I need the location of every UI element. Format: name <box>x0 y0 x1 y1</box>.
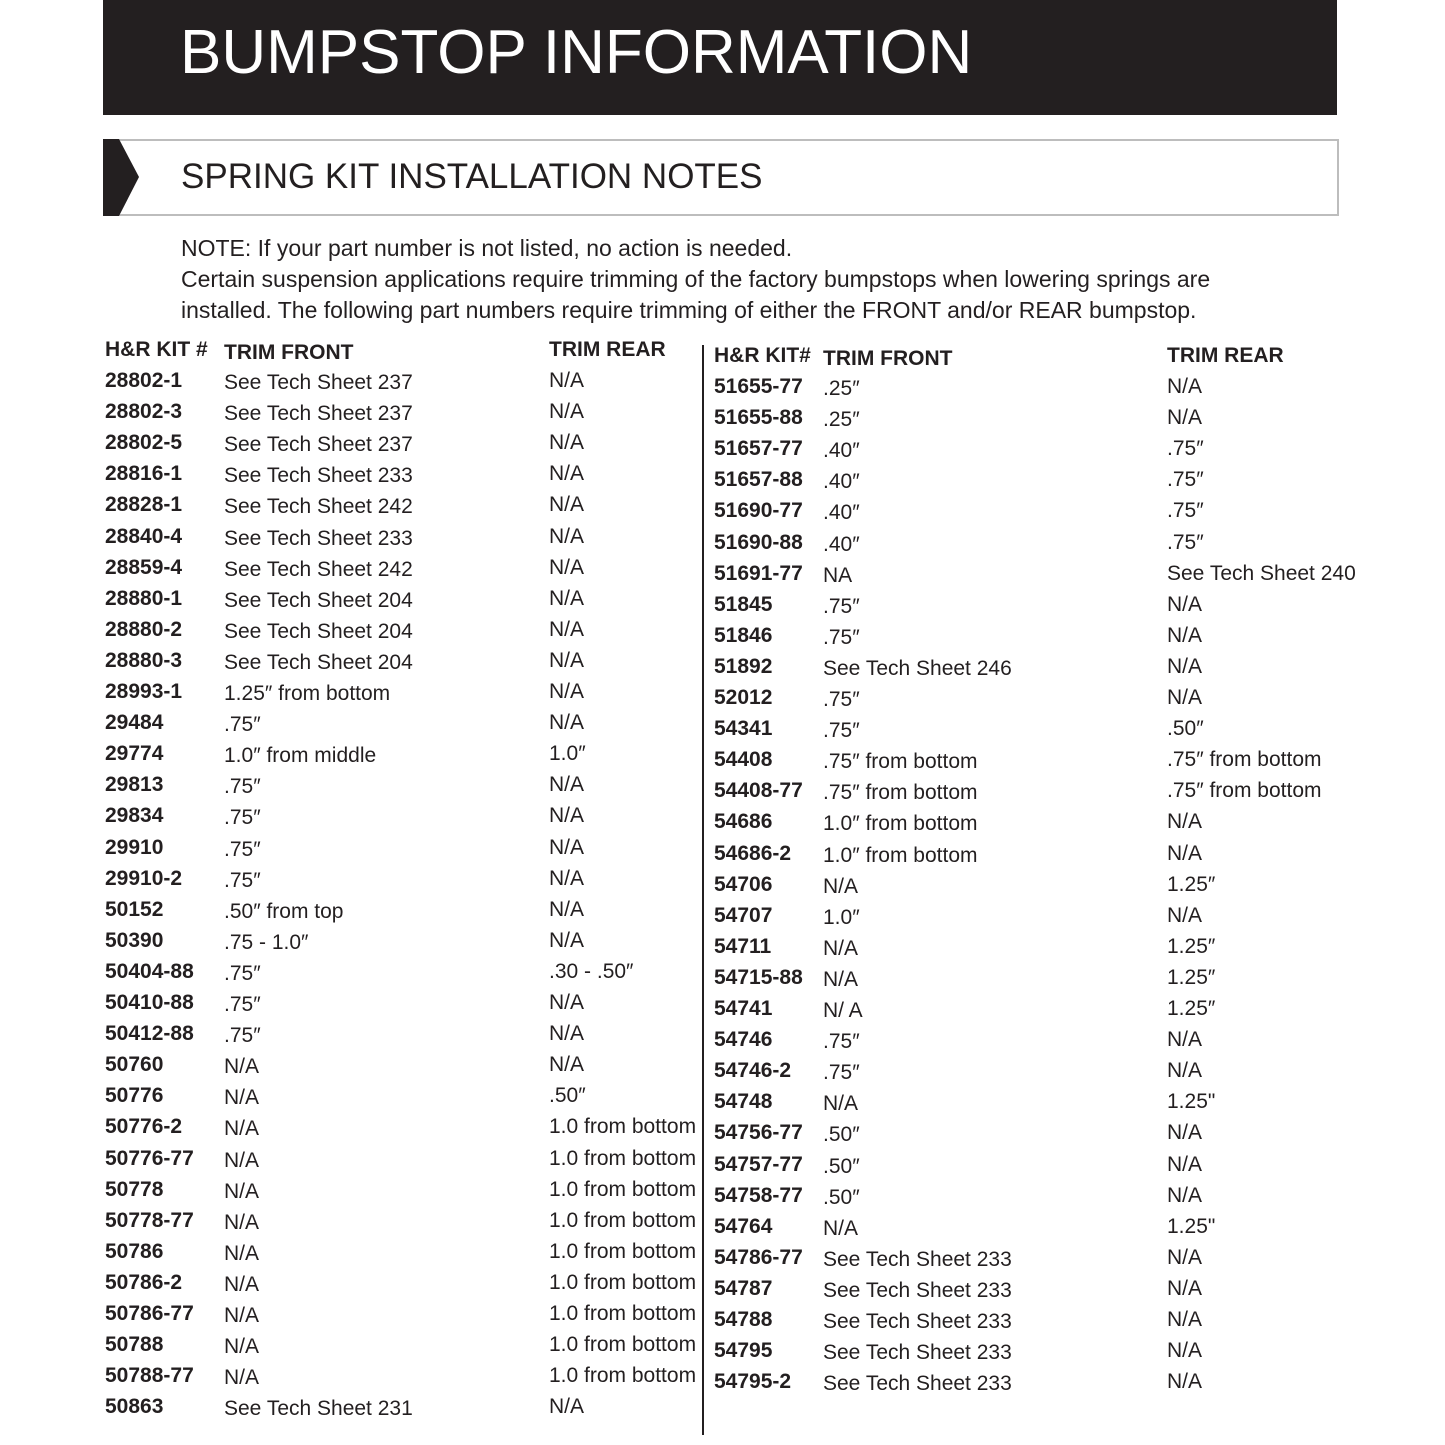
right-trim-rear: N/A <box>1167 1276 1203 1300</box>
right-trim-rear: N/A <box>1167 1245 1203 1269</box>
left-trim-rear: .50″ <box>549 1084 586 1108</box>
right-trim-rear: 1.25" <box>1167 1090 1216 1114</box>
left-trim-rear: 1.0 from bottom <box>549 1333 697 1357</box>
left-trim-front: See Tech Sheet 242 <box>224 495 413 519</box>
chevron-right-icon <box>103 139 139 216</box>
right-trim-rear: See Tech Sheet 240 <box>1167 561 1356 585</box>
right-trim-front: N/ A <box>823 999 863 1022</box>
right-header-trim-front: TRIM FRONT <box>823 347 953 370</box>
right-kit-number: 51691-77 <box>714 561 803 585</box>
right-trim-front: .75″ <box>823 1061 860 1085</box>
left-trim-rear: N/A <box>549 369 585 392</box>
left-trim-rear: 1.0″ <box>549 742 586 766</box>
left-trim-front: .75 - 1.0″ <box>224 930 309 954</box>
left-kit-number: 28859-4 <box>105 555 183 579</box>
left-header-kit: H&R KIT # <box>105 338 208 361</box>
right-trim-front: See Tech Sheet 233 <box>823 1372 1012 1396</box>
right-trim-front: See Tech Sheet 233 <box>823 1341 1012 1365</box>
left-trim-rear: N/A <box>549 555 585 579</box>
left-kit-number: 50760 <box>105 1053 164 1077</box>
left-kit-number: 28802-5 <box>105 431 183 455</box>
left-trim-front: .75″ <box>224 993 261 1016</box>
left-trim-rear: N/A <box>549 617 585 641</box>
right-kit-number: 51892 <box>714 654 773 678</box>
right-trim-front: See Tech Sheet 246 <box>823 656 1012 680</box>
left-trim-rear: 1.0 from bottom <box>549 1115 697 1139</box>
left-kit-number: 50863 <box>105 1395 164 1419</box>
note-line: Certain suspension applications require trimming of the factory bumpstops when lowering springs are <box>181 266 1211 292</box>
left-trim-front: N/A <box>224 1272 260 1296</box>
left-trim-rear: N/A <box>549 773 585 797</box>
right-trim-rear: .75″ <box>1167 530 1204 554</box>
left-trim-front: N/A <box>224 1366 260 1390</box>
right-trim-front: .40″ <box>823 470 860 494</box>
left-kit-number: 28828-1 <box>105 493 183 517</box>
left-trim-front: See Tech Sheet 231 <box>224 1397 413 1421</box>
right-trim-front: .50″ <box>823 1154 860 1178</box>
left-kit-number: 28802-1 <box>105 369 183 392</box>
right-trim-front: 1.0″ from bottom <box>823 812 978 836</box>
page-title: BUMPSTOP INFORMATION <box>180 18 973 87</box>
left-trim-front: N/A <box>224 1210 260 1234</box>
left-trim-front: 1.0″ from middle <box>224 744 377 768</box>
right-trim-rear: N/A <box>1167 1183 1203 1207</box>
right-kit-number: 51655-77 <box>714 375 803 398</box>
right-kit-number: 54408 <box>714 748 773 772</box>
left-trim-front: N/A <box>224 1335 260 1359</box>
right-trim-rear: N/A <box>1167 686 1203 709</box>
right-kit-number: 54741 <box>714 997 773 1020</box>
right-trim-rear: N/A <box>1167 1370 1203 1394</box>
right-trim-front: N/A <box>823 967 859 991</box>
right-kit-number: 54788 <box>714 1308 773 1331</box>
left-trim-front: N/A <box>224 1179 260 1203</box>
right-trim-rear: .75″ from bottom <box>1167 779 1322 803</box>
right-trim-front: .50″ <box>823 1123 860 1147</box>
left-trim-front: See Tech Sheet 204 <box>224 650 413 674</box>
left-trim-rear: N/A <box>549 462 585 486</box>
left-kit-number: 28880-3 <box>105 648 183 672</box>
left-trim-rear: N/A <box>549 586 585 610</box>
left-trim-rear: N/A <box>549 928 585 952</box>
left-trim-rear: 1.0 from bottom <box>549 1302 697 1325</box>
left-trim-rear: N/A <box>549 991 585 1014</box>
right-kit-number: 54686 <box>714 810 773 834</box>
right-trim-rear: N/A <box>1167 1059 1203 1083</box>
right-kit-number: 51690-77 <box>714 499 803 523</box>
left-kit-number: 50412-88 <box>105 1022 194 1046</box>
left-trim-rear: 1.0 from bottom <box>549 1270 697 1294</box>
right-trim-rear: 1.25" <box>1167 1214 1216 1238</box>
right-trim-rear: N/A <box>1167 623 1203 647</box>
left-trim-rear: 1.0 from bottom <box>549 1177 697 1201</box>
left-kit-number: 50786-77 <box>105 1302 194 1325</box>
left-trim-front: See Tech Sheet 237 <box>224 402 413 426</box>
left-kit-number: 28802-3 <box>105 400 183 424</box>
left-trim-front: N/A <box>224 1241 260 1265</box>
right-trim-rear: N/A <box>1167 1308 1203 1331</box>
left-kit-number: 50778 <box>105 1177 164 1201</box>
right-trim-rear: N/A <box>1167 654 1203 678</box>
right-kit-number: 52012 <box>714 686 773 709</box>
right-trim-front: See Tech Sheet 233 <box>823 1247 1012 1271</box>
right-trim-rear: N/A <box>1167 903 1203 927</box>
right-header-kit: H&R KIT# <box>714 344 811 367</box>
left-trim-front: N/A <box>224 1086 260 1110</box>
right-trim-front: N/A <box>823 1092 859 1116</box>
left-trim-front: .75″ <box>224 837 261 861</box>
right-kit-number: 51657-77 <box>714 437 803 461</box>
left-trim-rear: N/A <box>549 835 585 859</box>
left-header-trim-front: TRIM FRONT <box>224 341 354 364</box>
left-trim-front: 1.25″ from bottom <box>224 682 391 705</box>
left-kit-number: 50788-77 <box>105 1364 194 1388</box>
right-header-trim-rear: TRIM REAR <box>1167 344 1284 367</box>
right-kit-number: 51655-88 <box>714 406 803 430</box>
right-trim-rear: 1.25″ <box>1167 997 1216 1020</box>
right-kit-number: 54706 <box>714 872 773 896</box>
left-kit-number: 29910-2 <box>105 866 183 890</box>
right-trim-rear: N/A <box>1167 375 1203 398</box>
right-trim-front: .25″ <box>823 408 860 432</box>
left-trim-rear: N/A <box>549 431 585 455</box>
right-trim-front: N/A <box>823 1216 859 1240</box>
right-trim-front: NA <box>823 563 853 587</box>
note-line: NOTE: If your part number is not listed, no action is needed. <box>181 235 793 261</box>
left-trim-rear: .30 - .50″ <box>549 959 634 983</box>
right-trim-front: N/A <box>823 936 859 960</box>
right-trim-front: .75″ <box>823 688 860 711</box>
left-trim-front: See Tech Sheet 237 <box>224 433 413 457</box>
right-trim-rear: .50″ <box>1167 717 1204 741</box>
left-kit-number: 50390 <box>105 928 164 952</box>
left-kit-number: 29834 <box>105 804 164 828</box>
left-trim-rear: N/A <box>549 711 585 735</box>
right-trim-rear: 1.25″ <box>1167 965 1216 989</box>
left-kit-number: 50786-2 <box>105 1270 183 1294</box>
right-trim-front: .75″ <box>823 625 860 649</box>
left-trim-rear: 1.0 from bottom <box>549 1364 697 1388</box>
right-kit-number: 51845 <box>714 592 773 616</box>
right-trim-front: N/A <box>823 874 859 898</box>
left-kit-number: 50778-77 <box>105 1208 194 1232</box>
right-kit-number: 54787 <box>714 1276 773 1300</box>
right-trim-front: .40″ <box>823 501 860 525</box>
left-kit-number: 50776 <box>105 1084 164 1108</box>
right-trim-front: See Tech Sheet 233 <box>823 1310 1012 1333</box>
right-trim-rear: N/A <box>1167 406 1203 430</box>
right-kit-number: 54341 <box>714 717 773 741</box>
right-kit-number: 54756-77 <box>714 1121 803 1145</box>
left-trim-front: .75″ <box>224 713 261 737</box>
left-kit-number: 28993-1 <box>105 680 183 703</box>
right-kit-number: 54757-77 <box>714 1152 803 1176</box>
left-trim-rear: N/A <box>549 680 585 703</box>
left-trim-rear: N/A <box>549 897 585 921</box>
right-trim-rear: 1.25″ <box>1167 872 1216 896</box>
left-kit-number: 28880-2 <box>105 617 183 641</box>
left-trim-front: See Tech Sheet 233 <box>224 464 413 488</box>
left-trim-front: See Tech Sheet 237 <box>224 371 413 394</box>
left-kit-number: 50788 <box>105 1333 164 1357</box>
right-kit-number: 54795 <box>714 1339 773 1363</box>
title-banner <box>103 0 1337 115</box>
left-kit-number: 29813 <box>105 773 164 797</box>
right-kit-number: 51690-88 <box>714 530 803 554</box>
right-kit-number: 54686-2 <box>714 841 792 865</box>
left-kit-number: 29774 <box>105 742 164 766</box>
right-trim-rear: 1.25″ <box>1167 934 1216 958</box>
note-line: installed. The following part numbers require trimming of either the FRONT and/or REAR bumpstop. <box>181 297 1197 323</box>
right-kit-number: 54711 <box>714 934 772 958</box>
left-trim-front: See Tech Sheet 233 <box>224 526 413 550</box>
right-trim-rear: .75″ from bottom <box>1167 748 1322 772</box>
right-trim-rear: .75″ <box>1167 499 1204 523</box>
right-trim-front: 1.0″ <box>823 905 860 929</box>
left-trim-rear: N/A <box>549 1022 585 1046</box>
left-trim-rear: 1.0 from bottom <box>549 1208 697 1232</box>
right-trim-front: .25″ <box>823 377 860 400</box>
left-kit-number: 29910 <box>105 835 164 859</box>
left-kit-number: 50410-88 <box>105 991 194 1014</box>
right-kit-number: 54795-2 <box>714 1370 792 1394</box>
left-trim-rear: N/A <box>549 524 585 548</box>
left-trim-rear: 1.0 from bottom <box>549 1146 697 1170</box>
left-kit-number: 50152 <box>105 897 164 921</box>
right-trim-rear: N/A <box>1167 592 1203 616</box>
right-trim-rear: N/A <box>1167 1121 1203 1145</box>
left-header-trim-rear: TRIM REAR <box>549 338 666 361</box>
left-trim-front: See Tech Sheet 204 <box>224 588 413 612</box>
right-kit-number: 54746-2 <box>714 1059 792 1083</box>
right-trim-front: 1.0″ from bottom <box>823 843 978 867</box>
left-trim-rear: 1.0 from bottom <box>549 1239 697 1263</box>
right-trim-front: See Tech Sheet 233 <box>823 1278 1012 1302</box>
right-kit-number: 54408-77 <box>714 779 803 803</box>
left-kit-number: 50404-88 <box>105 959 194 983</box>
right-trim-rear: N/A <box>1167 1028 1203 1052</box>
left-trim-front: See Tech Sheet 204 <box>224 619 413 643</box>
right-kit-number: 51657-88 <box>714 468 803 492</box>
right-trim-front: .75″ <box>823 1030 860 1054</box>
left-trim-front: .75″ <box>224 806 261 830</box>
left-trim-rear: N/A <box>549 648 585 672</box>
right-trim-rear: .75″ <box>1167 437 1204 461</box>
right-trim-rear: N/A <box>1167 810 1203 834</box>
right-trim-front: .75″ from bottom <box>823 781 978 805</box>
right-trim-rear: N/A <box>1167 1339 1203 1363</box>
left-kit-number: 50776-77 <box>105 1146 194 1170</box>
left-trim-front: N/A <box>224 1055 260 1079</box>
left-kit-number: 28880-1 <box>105 586 183 610</box>
left-kit-number: 28816-1 <box>105 462 183 486</box>
left-trim-rear: N/A <box>549 1053 585 1077</box>
right-kit-number: 51846 <box>714 623 773 647</box>
section-title: SPRING KIT INSTALLATION NOTES <box>181 157 763 196</box>
left-trim-rear: N/A <box>549 493 585 517</box>
left-kit-number: 50776-2 <box>105 1115 183 1139</box>
right-kit-number: 54707 <box>714 903 773 927</box>
left-kit-number: 50786 <box>105 1239 164 1263</box>
left-trim-front: N/A <box>224 1304 260 1327</box>
right-trim-rear: N/A <box>1167 841 1203 865</box>
right-kit-number: 54786-77 <box>714 1245 803 1269</box>
right-kit-number: 54758-77 <box>714 1183 803 1207</box>
left-trim-front: .75″ <box>224 775 261 799</box>
left-trim-rear: N/A <box>549 1395 585 1419</box>
left-trim-front: N/A <box>224 1117 260 1141</box>
left-kit-number: 28840-4 <box>105 524 183 548</box>
left-trim-front: .75″ <box>224 961 261 985</box>
right-trim-front: .75″ from bottom <box>823 750 978 774</box>
right-kit-number: 54746 <box>714 1028 773 1052</box>
left-kit-number: 29484 <box>105 711 164 735</box>
left-trim-rear: N/A <box>549 866 585 890</box>
right-trim-front: .40″ <box>823 439 860 463</box>
right-trim-front: .50″ <box>823 1185 860 1209</box>
right-trim-front: .40″ <box>823 532 860 556</box>
left-trim-front: See Tech Sheet 242 <box>224 557 413 581</box>
left-trim-front: .75″ <box>224 1024 261 1048</box>
note-paragraph <box>181 233 1311 326</box>
left-trim-front: N/A <box>224 1148 260 1172</box>
left-trim-front: .75″ <box>224 868 261 892</box>
right-kit-number: 54715-88 <box>714 965 803 989</box>
column-divider <box>702 345 704 1435</box>
right-trim-front: .75″ <box>823 594 860 618</box>
left-trim-front: .50″ from top <box>224 899 344 923</box>
right-trim-front: .75″ <box>823 719 860 743</box>
left-trim-rear: N/A <box>549 400 585 424</box>
left-trim-rear: N/A <box>549 804 585 828</box>
right-kit-number: 54764 <box>714 1214 773 1238</box>
right-kit-number: 54748 <box>714 1090 773 1114</box>
right-trim-rear: N/A <box>1167 1152 1203 1176</box>
right-trim-rear: .75″ <box>1167 468 1204 492</box>
